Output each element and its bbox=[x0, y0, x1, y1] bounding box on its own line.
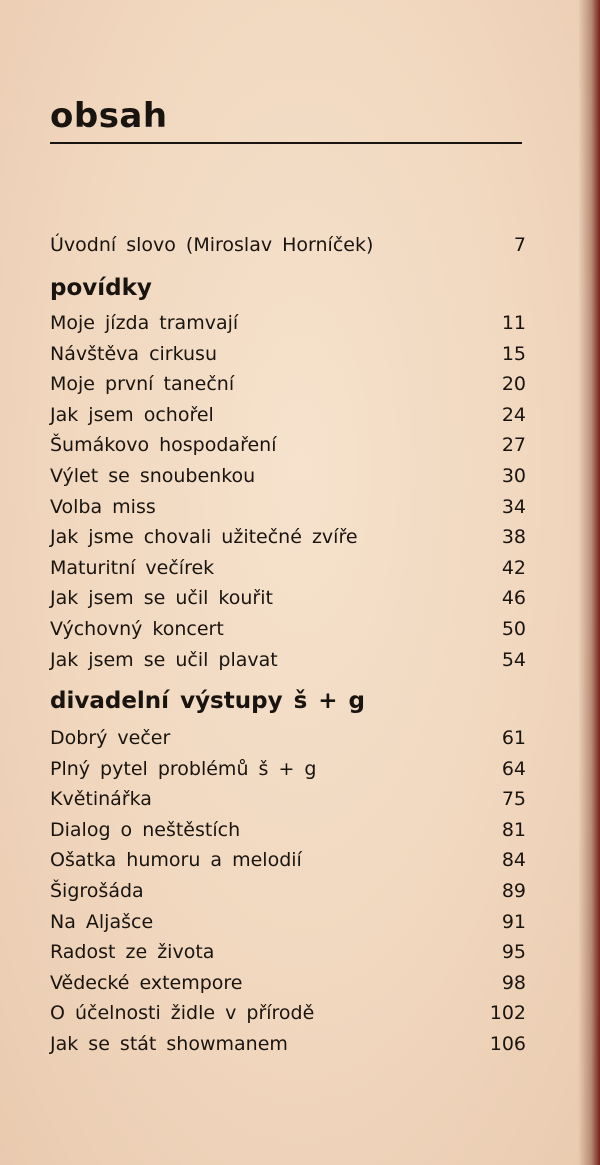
toc-entry-page: 34 bbox=[501, 496, 526, 518]
section-heading: povídky bbox=[50, 275, 152, 301]
toc-entry-title: Květinářka bbox=[50, 788, 152, 810]
toc-entry-title: Plný pytel problémů š + g bbox=[50, 758, 317, 780]
toc-entry-page: 7 bbox=[513, 234, 526, 256]
toc-entry-title: O účelnosti židle v přírodě bbox=[50, 1002, 315, 1024]
toc-entry-page: 11 bbox=[501, 312, 526, 334]
toc-entry bbox=[50, 754, 526, 784]
toc-entry bbox=[50, 430, 526, 460]
toc-entry-title: Návštěva cirkusu bbox=[50, 343, 218, 365]
toc-entry-page: 102 bbox=[489, 1002, 526, 1024]
toc-entry bbox=[50, 400, 526, 430]
toc-entry-title: Vědecké extempore bbox=[50, 972, 243, 994]
toc-entry-page: 95 bbox=[501, 941, 526, 963]
toc-entry bbox=[50, 369, 526, 399]
toc-entry-page: 54 bbox=[501, 649, 526, 671]
toc-entry-page: 27 bbox=[501, 434, 526, 456]
toc-entry bbox=[50, 461, 526, 491]
toc-entry-page: 61 bbox=[501, 727, 526, 749]
toc-entry-title: Šumákovo hospodaření bbox=[50, 434, 277, 456]
toc-entry-page: 50 bbox=[501, 618, 526, 640]
toc-entry bbox=[50, 784, 526, 814]
toc-entry-title: Dobrý večer bbox=[50, 727, 171, 749]
book-spine-edge bbox=[578, 0, 600, 1165]
toc-entry-page: 81 bbox=[501, 819, 526, 841]
toc-entry-title: Jak se stát showmanem bbox=[50, 1033, 288, 1055]
toc-entry bbox=[50, 876, 526, 906]
section-heading: divadelní výstupy š + g bbox=[50, 688, 366, 714]
toc-entry-title: Výchovný koncert bbox=[50, 618, 224, 640]
toc-entry-title: Na Aljašce bbox=[50, 911, 154, 933]
toc-entry bbox=[50, 845, 526, 875]
toc-entry-title: Volba miss bbox=[50, 496, 156, 518]
toc-entry-title: Výlet se snoubenkou bbox=[50, 465, 256, 487]
toc-entry-page: 20 bbox=[501, 373, 526, 395]
toc-entry-page: 46 bbox=[501, 587, 526, 609]
toc-entry-page: 91 bbox=[501, 911, 526, 933]
toc-entry-title: Maturitní večírek bbox=[50, 557, 215, 579]
toc-entry-page: 30 bbox=[501, 465, 526, 487]
toc-entry bbox=[50, 645, 526, 675]
toc-entry bbox=[50, 614, 526, 644]
toc-entry-title: Moje jízda tramvají bbox=[50, 312, 239, 334]
toc-entry-title: Moje první taneční bbox=[50, 373, 235, 395]
toc-entry bbox=[50, 907, 526, 937]
toc-entry-page: 89 bbox=[501, 880, 526, 902]
toc-entry-page: 24 bbox=[501, 404, 526, 426]
toc-entry-title: Radost ze života bbox=[50, 941, 215, 963]
toc-entry-page: 75 bbox=[501, 788, 526, 810]
toc-entry bbox=[50, 815, 526, 845]
toc-entry bbox=[50, 723, 526, 753]
toc-entry bbox=[50, 230, 526, 260]
toc-entry bbox=[50, 583, 526, 613]
toc-entry-title: Úvodní slovo (Miroslav Horníček) bbox=[50, 234, 374, 256]
toc-entry-title: Šigrošáda bbox=[50, 880, 144, 902]
toc-entry bbox=[50, 968, 526, 998]
toc-entry-title: Jak jsem se učil plavat bbox=[50, 649, 278, 671]
toc-entry-page: 42 bbox=[501, 557, 526, 579]
toc-entry bbox=[50, 553, 526, 583]
toc-entry-title: Dialog o neštěstích bbox=[50, 819, 241, 841]
toc-entry bbox=[50, 937, 526, 967]
toc-entry-page: 106 bbox=[489, 1033, 526, 1055]
toc-entry-title: Jak jsem ochořel bbox=[50, 404, 214, 426]
toc-entry-page: 38 bbox=[501, 526, 526, 548]
toc-entry bbox=[50, 522, 526, 552]
toc-entry-title: Ošatka humoru a melodií bbox=[50, 849, 302, 871]
toc-entry bbox=[50, 492, 526, 522]
page-title: obsah bbox=[50, 96, 168, 136]
toc-entry-page: 64 bbox=[501, 758, 526, 780]
toc-entry bbox=[50, 308, 526, 338]
toc-entry-title: Jak jsem se učil kouřit bbox=[50, 587, 273, 609]
toc-entry-page: 84 bbox=[501, 849, 526, 871]
title-rule bbox=[50, 142, 522, 144]
toc-entry-title: Jak jsme chovali užitečné zvíře bbox=[50, 526, 358, 548]
toc-entry bbox=[50, 339, 526, 369]
toc-entry bbox=[50, 998, 526, 1028]
toc-entry-page: 98 bbox=[501, 972, 526, 994]
toc-entry-page: 15 bbox=[501, 343, 526, 365]
toc-entry bbox=[50, 1029, 526, 1059]
